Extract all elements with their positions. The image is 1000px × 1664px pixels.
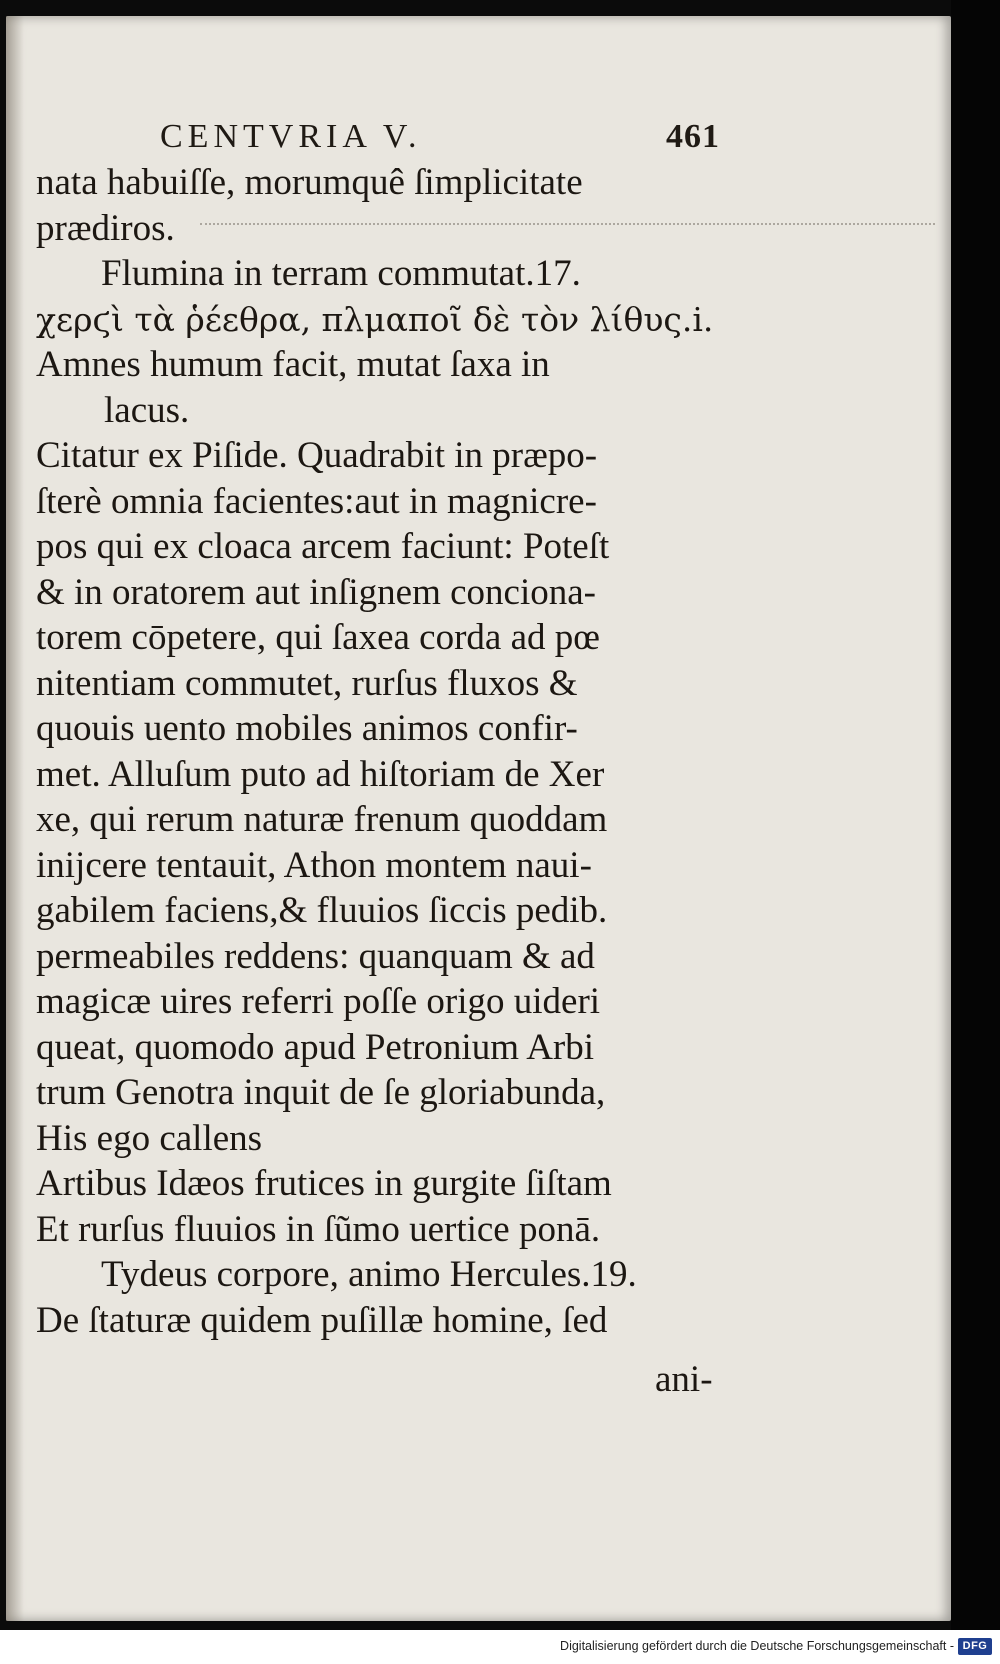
text-line: Citatur ex Piſide. Quadrabit in præpo- bbox=[36, 435, 598, 476]
page-text bbox=[36, 160, 736, 1343]
greek-quotation: χερϛὶ τὰ ῥέεθρα, πλμαποῖ δὲ τὸν λίθυς.i. bbox=[36, 299, 714, 339]
scan-edge bbox=[951, 0, 1000, 1630]
spine-shadow bbox=[6, 16, 24, 1621]
text-line: De ſtaturæ quidem puſillæ homine, ſed bbox=[36, 1299, 608, 1341]
text-line: & in oratorem aut inſignem conciona- bbox=[36, 571, 596, 613]
text-line: Amnes humum facit, mutat ſaxa in bbox=[36, 344, 550, 385]
verse-line: His ego callens bbox=[36, 1117, 263, 1159]
digitization-footer bbox=[0, 1630, 1000, 1664]
text-line: gabilem faciens,& fluuios ſiccis pedib. bbox=[36, 890, 608, 931]
text-line: nitentiam commutet, rurſus fluxos & bbox=[36, 662, 578, 704]
text-line: inijcere tentauit, Athon montem naui- bbox=[36, 844, 592, 886]
text-line: lacus. bbox=[104, 389, 190, 431]
text-line: met. Alluſum puto ad hiſtoriam de Xer bbox=[36, 753, 605, 795]
catchword: ani- bbox=[655, 1359, 713, 1400]
text-line: queat, quomodo apud Petronium Arbi bbox=[36, 1026, 595, 1068]
text-line: pos qui ex cloaca arcem faciunt: Poteſt bbox=[36, 526, 610, 567]
text-line: nata habuiſſe, morumquê ſimplicitate bbox=[36, 162, 583, 203]
adage-heading: Tydeus corpore, animo Hercules.19. bbox=[101, 1254, 637, 1295]
text-line: prædiros. bbox=[36, 207, 175, 249]
text-line: quouis uento mobiles animos confir- bbox=[36, 708, 578, 749]
page-number: 461 bbox=[666, 118, 720, 155]
text-line: torem cōpetere, qui ſaxea corda ad pœ bbox=[36, 617, 600, 658]
adage-heading: Flumina in terram commutat.17. bbox=[101, 253, 581, 294]
funding-credit: Digitalisierung gefördert durch die Deutsche Forschungsgemeinschaft - bbox=[560, 1639, 954, 1653]
text-line: xe, qui rerum naturæ frenum quoddam bbox=[36, 799, 608, 840]
text-line: ſterè omnia facientes:aut in magnicre- bbox=[36, 480, 597, 522]
verse-line: Artibus Idæos frutices in gurgite ſiſtam bbox=[36, 1163, 612, 1204]
dfg-logo: DFG bbox=[958, 1638, 992, 1655]
verse-line: Et rurſus fluuios in ſũmo uertice ponā. bbox=[36, 1208, 601, 1250]
text-line: trum Genotra inquit de ſe gloriabunda, bbox=[36, 1072, 606, 1113]
running-head-title: CENTVRIA V. bbox=[160, 118, 422, 155]
text-line: permeabiles reddens: quanquam & ad bbox=[36, 935, 595, 977]
text-line: magicæ uires referri poſſe origo uideri bbox=[36, 981, 601, 1022]
